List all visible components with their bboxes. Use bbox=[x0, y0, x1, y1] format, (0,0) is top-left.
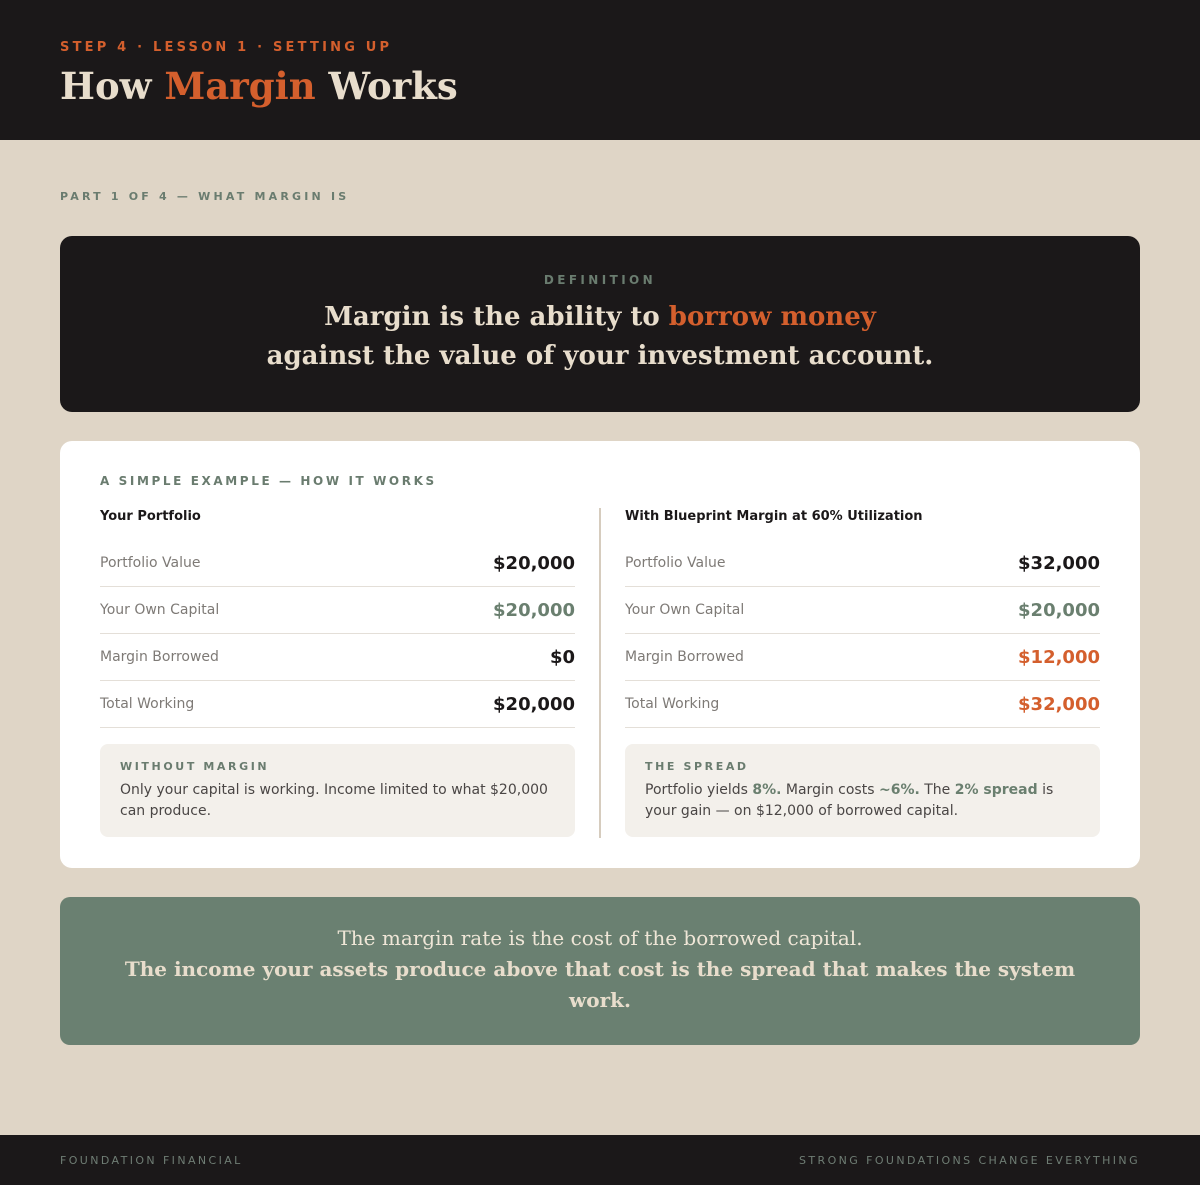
row-label: Your Own Capital bbox=[625, 602, 745, 618]
table-row bbox=[100, 587, 575, 634]
note-title: WITHOUT MARGIN bbox=[120, 760, 270, 773]
definition-line2: against the value of your investment account. bbox=[266, 341, 934, 371]
note-segment: Portfolio yields bbox=[645, 782, 753, 798]
table-row bbox=[625, 540, 1100, 587]
cost-value: ~6%. bbox=[878, 782, 920, 798]
note-text: Only your capital is working. Income limited to what $20,000 can produce. bbox=[120, 782, 548, 819]
quote-card bbox=[60, 897, 1140, 1045]
definition-line1: Margin is the ability to bbox=[324, 302, 669, 332]
spread-value: 2% spread bbox=[954, 782, 1038, 798]
table-row bbox=[625, 681, 1100, 728]
row-value: $32,000 bbox=[1018, 552, 1100, 574]
table-row bbox=[100, 634, 575, 681]
spread-note bbox=[625, 744, 1100, 837]
note-segment: The bbox=[919, 782, 955, 798]
without-margin-note bbox=[100, 744, 575, 837]
yield-value: 8%. bbox=[752, 782, 782, 798]
row-value: $12,000 bbox=[1018, 646, 1100, 668]
definition-text bbox=[60, 298, 1140, 376]
table-row bbox=[100, 540, 575, 587]
row-value: $32,000 bbox=[1018, 693, 1100, 715]
row-value: $20,000 bbox=[1018, 599, 1100, 621]
example-card bbox=[60, 441, 1140, 868]
row-label: Margin Borrowed bbox=[100, 649, 219, 665]
part-label: PART 1 OF 4 — WHAT MARGIN IS bbox=[60, 190, 350, 203]
title-prefix: How bbox=[60, 64, 165, 108]
footer-tagline: STRONG FOUNDATIONS CHANGE EVERYTHING bbox=[799, 1154, 1140, 1167]
title-suffix: Works bbox=[315, 64, 458, 108]
portfolio-column bbox=[100, 508, 575, 837]
row-value: $0 bbox=[549, 646, 575, 668]
lesson-eyebrow: STEP 4 · LESSON 1 · SETTING UP bbox=[60, 40, 393, 55]
table-row bbox=[625, 634, 1100, 681]
example-label: A SIMPLE EXAMPLE — HOW IT WORKS bbox=[100, 474, 437, 488]
title-accent: Margin bbox=[164, 64, 316, 108]
header bbox=[0, 0, 1200, 140]
note-segment: Margin costs bbox=[781, 782, 879, 798]
row-label: Total Working bbox=[100, 696, 195, 712]
footer bbox=[0, 1135, 1200, 1185]
row-value: $20,000 bbox=[493, 552, 575, 574]
row-label: Your Own Capital bbox=[100, 602, 220, 618]
table-row bbox=[100, 681, 575, 728]
row-label: Total Working bbox=[625, 696, 720, 712]
row-label: Portfolio Value bbox=[100, 555, 201, 571]
footer-brand: FOUNDATION FINANCIAL bbox=[60, 1154, 243, 1167]
note-segment: is your gain — on $12,000 of borrowed capital. bbox=[645, 782, 1054, 819]
row-label: Margin Borrowed bbox=[625, 649, 744, 665]
definition-accent: borrow money bbox=[668, 302, 876, 332]
column-title: Your Portfolio bbox=[100, 509, 201, 524]
column-title: With Blueprint Margin at 60% Utilization bbox=[625, 509, 923, 524]
column-divider bbox=[599, 508, 601, 838]
table-row bbox=[625, 587, 1100, 634]
note-title: THE SPREAD bbox=[645, 760, 749, 773]
page-title bbox=[60, 64, 458, 108]
row-value: $20,000 bbox=[493, 599, 575, 621]
row-label: Portfolio Value bbox=[625, 555, 726, 571]
definition-card bbox=[60, 236, 1140, 412]
quote-line-1: The margin rate is the cost of the borrowed capital. bbox=[337, 926, 863, 950]
definition-label: DEFINITION bbox=[543, 273, 657, 287]
note-text bbox=[645, 780, 1080, 822]
row-value: $20,000 bbox=[493, 693, 575, 715]
margin-column bbox=[625, 508, 1100, 837]
quote-line-2: The income your assets produce above that cost is the spread that makes the system work. bbox=[124, 957, 1076, 1012]
